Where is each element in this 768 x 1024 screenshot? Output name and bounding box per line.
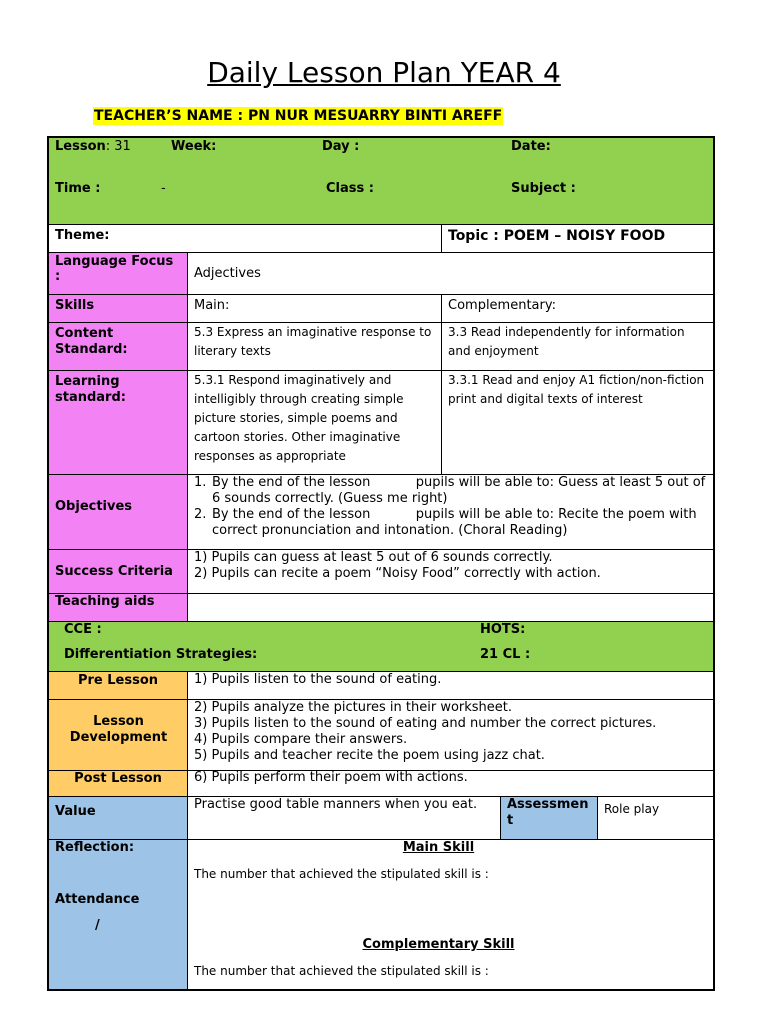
class-field: Class : bbox=[326, 181, 374, 196]
assessment-value: Role play bbox=[598, 797, 713, 840]
complementary-skill-text: The number that achieved the stipulated skill is : bbox=[194, 964, 489, 978]
language-focus-value bbox=[188, 253, 713, 295]
reflection-label: Reflection: bbox=[55, 840, 135, 855]
lesson-step: 3) Pupils listen to the sound of eating and number the correct pictures. bbox=[194, 716, 657, 731]
lesson-plan-table bbox=[47, 136, 715, 991]
differentiation-field: Differentiation Strategies: bbox=[64, 647, 258, 662]
pre-lesson-label: Pre Lesson bbox=[49, 672, 188, 700]
content-standard-complementary: 3.3 Read independently for information and enjoyment bbox=[442, 323, 713, 371]
complementary-skill-heading: Complementary Skill bbox=[362, 937, 515, 952]
skills-label: Skills bbox=[49, 295, 188, 323]
value-text: Practise good table manners when you eat. bbox=[188, 797, 501, 840]
post-lesson-label: Post Lesson bbox=[49, 771, 188, 797]
time-dash: - bbox=[161, 181, 166, 196]
success-criteria-item: 2) Pupils can recite a poem “Noisy Food” correctly with action. bbox=[194, 566, 601, 581]
reflection-cell bbox=[188, 840, 713, 989]
lesson-field: Lesson: 31 bbox=[55, 139, 131, 154]
objective-text: By the end of the lesson pupils will be able to: Guess at least 5 out of 6 sounds correctly. (Guess me right) bbox=[212, 475, 710, 506]
lesson-development-label-text: Lesson Development bbox=[69, 714, 168, 745]
learning-standard-label: Learning standard: bbox=[49, 371, 188, 475]
lesson-step: 2) Pupils analyze the pictures in their worksheet. bbox=[194, 700, 513, 715]
teaching-aids-label: Teaching aids bbox=[49, 594, 188, 622]
teacher-name: TEACHER’S NAME : PN NUR MESUARRY BINTI AREFF bbox=[94, 108, 503, 124]
language-focus-text: Adjectives bbox=[194, 266, 261, 281]
time-field: Time : bbox=[55, 181, 101, 196]
objective-number: 2. bbox=[194, 507, 207, 522]
lesson-step: 5) Pupils and teacher recite the poem using jazz chat. bbox=[194, 748, 545, 763]
topic-cell: Topic : POEM – NOISY FOOD bbox=[442, 225, 713, 253]
content-standard-label: Content Standard: bbox=[49, 323, 188, 371]
hots-field: HOTS: bbox=[480, 622, 526, 637]
content-standard-main: 5.3 Express an imaginative response to literary texts bbox=[188, 323, 442, 371]
success-criteria-cell bbox=[188, 550, 713, 594]
attendance-slash: / bbox=[95, 918, 100, 933]
pre-lesson-cell bbox=[188, 672, 713, 700]
teaching-aids-value bbox=[188, 594, 713, 622]
language-focus-label: Language Focus : bbox=[49, 253, 188, 295]
value-label bbox=[49, 797, 188, 840]
value-label-text: Value bbox=[55, 804, 96, 819]
assessment-label: Assessment bbox=[501, 797, 598, 840]
main-skill-text: The number that achieved the stipulated skill is : bbox=[194, 867, 489, 881]
post-lesson-cell bbox=[188, 771, 713, 797]
day-field: Day : bbox=[322, 139, 360, 154]
objective-number: 1. bbox=[194, 475, 207, 490]
objectives-label bbox=[49, 475, 188, 550]
success-criteria-label bbox=[49, 550, 188, 594]
lesson-development-label bbox=[49, 700, 188, 771]
21cl-field: 21 CL : bbox=[480, 647, 531, 662]
success-criteria-item: 1) Pupils can guess at least 5 out of 6 sounds correctly. bbox=[194, 550, 553, 565]
theme-cell: Theme: bbox=[49, 225, 442, 253]
objectives-label-text: Objectives bbox=[55, 499, 133, 514]
learning-standard-complementary: 3.3.1 Read and enjoy A1 fiction/non-fiction print and digital texts of interest bbox=[442, 371, 713, 475]
header-block bbox=[49, 138, 713, 225]
success-criteria-label-text: Success Criteria bbox=[55, 564, 173, 579]
learning-standard-main: 5.3.1 Respond imaginatively and intelligibly through creating simple picture stories, simple poems and cartoon stories. Other imaginative responses as appropriate bbox=[188, 371, 442, 475]
lesson-development-cell bbox=[188, 700, 713, 771]
objective-item bbox=[194, 475, 710, 507]
skills-main: Main: bbox=[188, 295, 442, 323]
skills-complementary: Complementary: bbox=[442, 295, 713, 323]
cce-field: CCE : bbox=[64, 622, 102, 637]
pre-lesson-text: 1) Pupils listen to the sound of eating. bbox=[194, 672, 442, 687]
objective-item bbox=[194, 507, 706, 539]
objectives-cell bbox=[188, 475, 713, 550]
cce-block bbox=[49, 622, 713, 672]
lesson-step: 4) Pupils compare their answers. bbox=[194, 732, 408, 747]
reflection-label-cell bbox=[49, 840, 188, 989]
attendance-label: Attendance bbox=[55, 892, 140, 907]
subject-field: Subject : bbox=[511, 181, 576, 196]
main-skill-heading: Main Skill bbox=[402, 840, 475, 855]
date-field: Date: bbox=[511, 139, 551, 154]
page-title: Daily Lesson Plan YEAR 4 bbox=[207, 56, 561, 89]
post-lesson-text: 6) Pupils perform their poem with actions. bbox=[194, 771, 468, 785]
objective-text: By the end of the lesson pupils will be able to: Recite the poem with correct pronunciation and intonation. (Choral Reading) bbox=[212, 507, 701, 538]
week-field: Week: bbox=[171, 139, 217, 154]
